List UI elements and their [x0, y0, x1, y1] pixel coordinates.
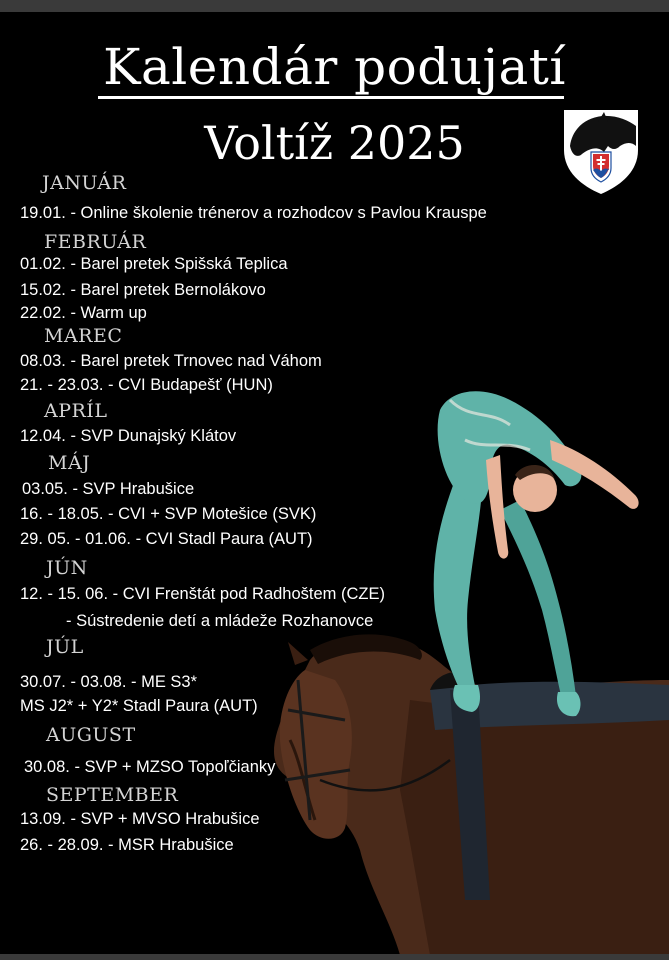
- horse-head-crest-icon: [558, 106, 644, 196]
- event-item: 29. 05. - 01.06. - CVI Stadl Paura (AUT): [20, 530, 313, 548]
- event-item: 13.09. - SVP + MVSO Hrabušice: [20, 810, 260, 828]
- event-item: 08.03. - Barel pretek Trnovec nad Váhom: [20, 352, 322, 370]
- event-item: 15.02. - Barel pretek Bernolákovo: [20, 281, 266, 299]
- month-jul: JÚL: [46, 636, 84, 658]
- event-item: MS J2* + Y2* Stadl Paura (AUT): [20, 697, 258, 715]
- horse-vaulter-illustration: [250, 380, 669, 955]
- top-bar: [0, 0, 669, 12]
- event-item: 22.02. - Warm up: [20, 304, 147, 322]
- event-item: 12.04. - SVP Dunajský Klátov: [20, 427, 237, 445]
- event-item: 30.08. - SVP + MZSO Topoľčianky: [24, 758, 276, 776]
- event-item: 16. - 18.05. - CVI + SVP Motešice (SVK): [20, 505, 317, 523]
- event-item: 26. - 28.09. - MSR Hrabušice: [20, 836, 234, 854]
- month-januar: JANUÁR: [42, 172, 127, 194]
- month-marec: MAREC: [44, 325, 123, 347]
- month-august: AUGUST: [46, 724, 136, 746]
- event-item: 30.07. - 03.08. - ME S3*: [20, 673, 198, 691]
- event-item: 03.05. - SVP Hrabušice: [22, 480, 195, 498]
- page-subtitle: Voltíž 2025: [204, 116, 465, 170]
- month-maj: MÁJ: [48, 452, 91, 474]
- page-title: Kalendár podujatí: [103, 38, 566, 96]
- month-jun: JÚN: [46, 557, 88, 579]
- event-item: 12. - 15. 06. - CVI Frenštát pod Radhoštem (CZE): [20, 585, 385, 603]
- month-april: APRÍL: [44, 400, 108, 422]
- event-item: 21. - 23.03. - CVI Budapešť (HUN): [20, 376, 273, 394]
- event-item: - Sústredenie detí a mládeže Rozhanovce: [66, 612, 374, 630]
- event-item: 19.01. - Online školenie trénerov a rozhodcov s Pavlou Krauspe: [20, 204, 487, 222]
- title-underline: [98, 96, 564, 99]
- event-item: 01.02. - Barel pretek Spišská Teplica: [20, 255, 288, 273]
- month-februar: FEBRUÁR: [44, 231, 147, 253]
- month-september: SEPTEMBER: [46, 784, 179, 806]
- bottom-bar: [0, 954, 669, 960]
